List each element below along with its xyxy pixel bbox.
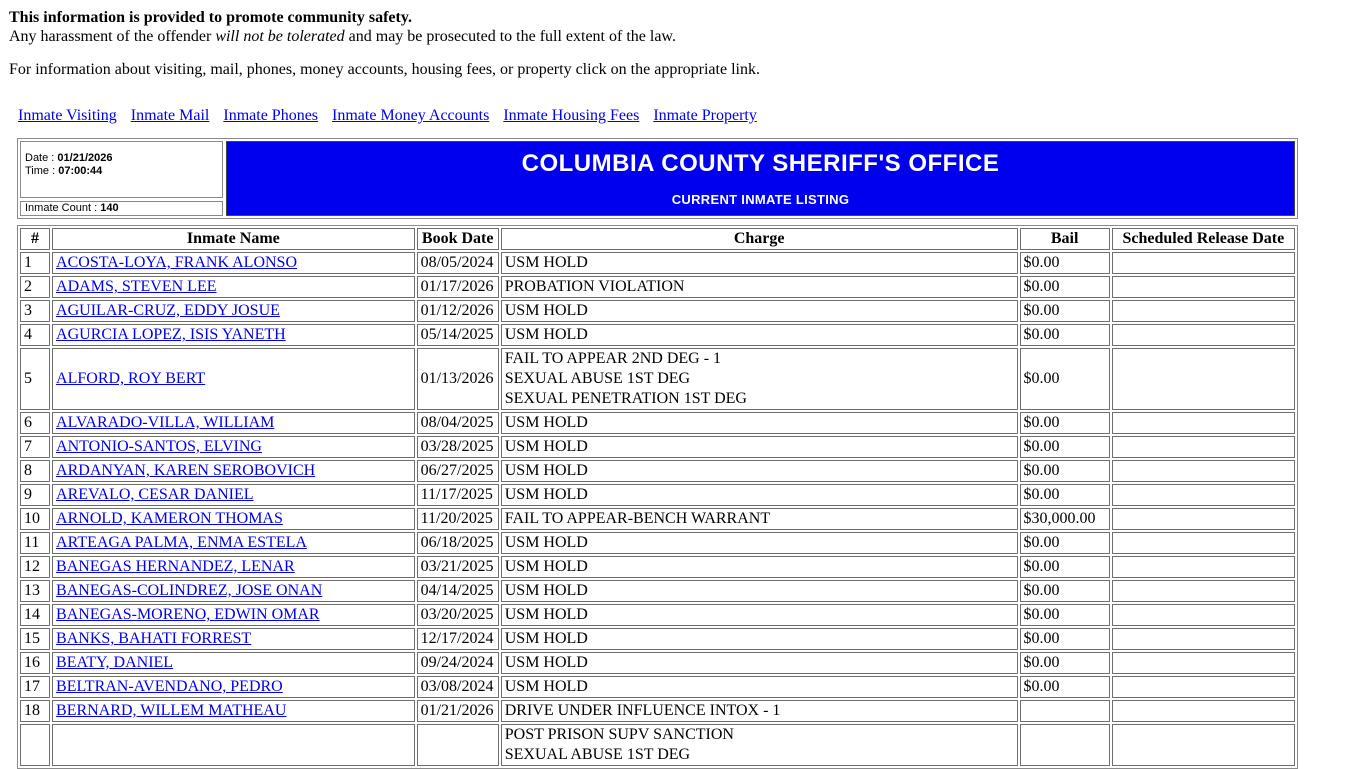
- release-date-cell: [1112, 532, 1295, 554]
- bail-cell: [1020, 724, 1110, 766]
- charge-cell: FAIL TO APPEAR-BENCH WARRANT: [501, 508, 1018, 530]
- inmate-name-link[interactable]: ARTEAGA PALMA, ENMA ESTELA: [56, 534, 307, 551]
- inmate-name-cell: [52, 724, 415, 766]
- book-date-cell: 03/21/2025: [417, 556, 499, 578]
- row-number-cell: 8: [20, 460, 50, 482]
- table-row: [20, 556, 1295, 578]
- inmate-name-cell: [52, 484, 415, 506]
- bail-cell: $0.00: [1020, 276, 1110, 298]
- table-row: [20, 348, 1295, 410]
- charge-cell: USM HOLD: [501, 556, 1018, 578]
- header-left-column: [20, 141, 223, 216]
- row-number-cell: 7: [20, 436, 50, 458]
- row-number-cell: 13: [20, 580, 50, 602]
- table-row: [20, 532, 1295, 554]
- inmate-name-cell: [52, 676, 415, 698]
- link-instructions: For information about visiting, mail, phones, money accounts, housing fees, or property click on the appropriate link.: [9, 61, 760, 78]
- release-date-cell: [1112, 276, 1295, 298]
- charge-cell: USM HOLD: [501, 300, 1018, 322]
- datetime-box: [20, 141, 223, 198]
- row-number-cell: 16: [20, 652, 50, 674]
- inmate-name-link[interactable]: BANEGAS-COLINDREZ, JOSE ONAN: [56, 582, 323, 599]
- release-date-cell: [1112, 324, 1295, 346]
- table-row: [20, 324, 1295, 346]
- book-date-cell: 09/24/2024: [417, 652, 499, 674]
- inmate-name-cell: [52, 436, 415, 458]
- charge-cell: USM HOLD: [501, 324, 1018, 346]
- charge-cell: FAIL TO APPEAR 2ND DEG - 1 SEXUAL ABUSE 1ST DEG SEXUAL PENETRATION 1ST DEG: [501, 348, 1018, 410]
- table-row: [20, 580, 1295, 602]
- release-date-cell: [1112, 348, 1295, 410]
- book-date-cell: 01/17/2026: [417, 276, 499, 298]
- nav-link-inmate-property[interactable]: Inmate Property: [653, 107, 757, 124]
- bail-cell: $0.00: [1020, 252, 1110, 274]
- charge-cell: USM HOLD: [501, 628, 1018, 650]
- row-number-cell: 14: [20, 604, 50, 626]
- page-subtitle: CURRENT INMATE LISTING: [671, 192, 850, 207]
- charge-cell: DRIVE UNDER INFLUENCE INTOX - 1: [501, 700, 1018, 722]
- col-header-number: #: [20, 228, 50, 250]
- book-date-cell: 01/21/2026: [417, 700, 499, 722]
- release-date-cell: [1112, 412, 1295, 434]
- inmate-name-link[interactable]: ADAMS, STEVEN LEE: [56, 278, 217, 295]
- bail-cell: $0.00: [1020, 484, 1110, 506]
- row-number-cell: 3: [20, 300, 50, 322]
- charge-cell: USM HOLD: [501, 532, 1018, 554]
- charge-cell: USM HOLD: [501, 436, 1018, 458]
- release-date-cell: [1112, 300, 1295, 322]
- book-date-cell: 06/27/2025: [417, 460, 499, 482]
- charge-cell: USM HOLD: [501, 252, 1018, 274]
- time-line: Time : 07:00:44: [25, 165, 103, 177]
- table-row: [20, 700, 1295, 722]
- inmate-name-link[interactable]: BELTRAN-AVENDANO, PEDRO: [56, 678, 283, 695]
- row-number-cell: 18: [20, 700, 50, 722]
- inmate-table: [17, 225, 1298, 769]
- notice-line1: This information is provided to promote community safety.: [9, 9, 412, 26]
- row-number-cell: 4: [20, 324, 50, 346]
- inmate-name-cell: [52, 604, 415, 626]
- table-row: [20, 460, 1295, 482]
- inmate-name-cell: [52, 508, 415, 530]
- table-row: [20, 436, 1295, 458]
- book-date-cell: 03/08/2024: [417, 676, 499, 698]
- bail-cell: $0.00: [1020, 532, 1110, 554]
- charge-cell: USM HOLD: [501, 580, 1018, 602]
- charge-cell: POST PRISON SUPV SANCTION SEXUAL ABUSE 1ST DEG: [501, 724, 1018, 766]
- table-row: [20, 300, 1295, 322]
- table-row: [20, 252, 1295, 274]
- book-date-cell: 04/14/2025: [417, 580, 499, 602]
- row-number-cell: 2: [20, 276, 50, 298]
- release-date-cell: [1112, 252, 1295, 274]
- release-date-cell: [1112, 580, 1295, 602]
- inmate-name-link[interactable]: AGUILAR-CRUZ, EDDY JOSUE: [56, 302, 280, 319]
- release-date-cell: [1112, 724, 1295, 766]
- bail-cell: $0.00: [1020, 676, 1110, 698]
- nav-link-inmate-housing-fees[interactable]: Inmate Housing Fees: [503, 107, 640, 124]
- inmate-name-link[interactable]: BANKS, BAHATI FORREST: [56, 630, 252, 647]
- time-value: 07:00:44: [58, 165, 103, 177]
- book-date-cell: 11/17/2025: [417, 484, 499, 506]
- inmate-name-link[interactable]: ARNOLD, KAMERON THOMAS: [56, 510, 283, 527]
- book-date-cell: 08/04/2025: [417, 412, 499, 434]
- inmate-name-link[interactable]: BANEGAS-MORENO, EDWIN OMAR: [56, 606, 320, 623]
- date-line: Date : 01/21/2026: [25, 152, 113, 164]
- bail-cell: $0.00: [1020, 556, 1110, 578]
- charge-cell: USM HOLD: [501, 484, 1018, 506]
- notice-line2-italic: will not be tolerated: [215, 28, 345, 45]
- inmate-name-link[interactable]: ALVARADO-VILLA, WILLIAM: [56, 414, 275, 431]
- nav-link-inmate-mail[interactable]: Inmate Mail: [130, 107, 210, 124]
- charge-cell: USM HOLD: [501, 460, 1018, 482]
- row-number-cell: 10: [20, 508, 50, 530]
- row-number-cell: 9: [20, 484, 50, 506]
- bail-cell: $0.00: [1020, 300, 1110, 322]
- bail-cell: $0.00: [1020, 604, 1110, 626]
- bail-cell: $0.00: [1020, 412, 1110, 434]
- row-number-cell: 1: [20, 252, 50, 274]
- inmate-name-cell: [52, 412, 415, 434]
- inmate-name-cell: [52, 700, 415, 722]
- notice-line2: Any harassment of the offender will not be tolerated and may be prosecuted to the full extent of the law.: [9, 28, 676, 45]
- nav-links: [18, 106, 1366, 125]
- table-header-row: [20, 228, 1295, 250]
- col-header-scheduled-release-date: Scheduled Release Date: [1112, 228, 1295, 250]
- table-row: [20, 412, 1295, 434]
- inmate-name-cell: [52, 532, 415, 554]
- bail-cell: [1020, 700, 1110, 722]
- release-date-cell: [1112, 676, 1295, 698]
- header-section: [17, 138, 1298, 219]
- book-date-cell: 05/14/2025: [417, 324, 499, 346]
- table-row: [20, 508, 1295, 530]
- inmate-name-cell: [52, 300, 415, 322]
- row-number-cell: 6: [20, 412, 50, 434]
- row-number-cell: 17: [20, 676, 50, 698]
- nav-link-inmate-money-accounts[interactable]: Inmate Money Accounts: [332, 107, 490, 124]
- release-date-cell: [1112, 436, 1295, 458]
- page-title: COLUMBIA COUNTY SHERIFF'S OFFICE: [521, 150, 1000, 177]
- table-row: [20, 724, 1295, 766]
- col-header-bail: Bail: [1020, 228, 1110, 250]
- book-date-cell: 12/17/2024: [417, 628, 499, 650]
- release-date-cell: [1112, 508, 1295, 530]
- release-date-cell: [1112, 460, 1295, 482]
- inmate-name-link[interactable]: BEATY, DANIEL: [56, 654, 174, 671]
- date-value: 01/21/2026: [57, 152, 113, 164]
- inmate-name-cell: [52, 348, 415, 410]
- inmate-count-value: 140: [100, 202, 119, 214]
- row-number-cell: 12: [20, 556, 50, 578]
- table-row: [20, 676, 1295, 698]
- row-number-cell: 11: [20, 532, 50, 554]
- book-date-cell: 08/05/2024: [417, 252, 499, 274]
- nav-link-inmate-phones[interactable]: Inmate Phones: [223, 107, 319, 124]
- inmate-name-link[interactable]: BANEGAS HERNANDEZ, LENAR: [56, 558, 295, 575]
- book-date-cell: [417, 724, 499, 766]
- release-date-cell: [1112, 652, 1295, 674]
- bail-cell: $0.00: [1020, 436, 1110, 458]
- book-date-cell: 06/18/2025: [417, 532, 499, 554]
- inmate-name-link[interactable]: ALFORD, ROY BERT: [56, 370, 206, 387]
- inmate-name-cell: [52, 460, 415, 482]
- charge-cell: PROBATION VIOLATION: [501, 276, 1018, 298]
- charge-cell: USM HOLD: [501, 412, 1018, 434]
- inmate-name-link[interactable]: BERNARD, WILLEM MATHEAU: [56, 702, 287, 719]
- release-date-cell: [1112, 556, 1295, 578]
- release-date-cell: [1112, 628, 1295, 650]
- bail-cell: $0.00: [1020, 460, 1110, 482]
- charge-cell: USM HOLD: [501, 604, 1018, 626]
- row-number-cell: 15: [20, 628, 50, 650]
- book-date-cell: 01/12/2026: [417, 300, 499, 322]
- inmate-name-cell: [52, 580, 415, 602]
- table-row: [20, 604, 1295, 626]
- col-header-charge: Charge: [501, 228, 1018, 250]
- table-row: [20, 628, 1295, 650]
- bail-cell: $0.00: [1020, 348, 1110, 410]
- inmate-name-link[interactable]: ARDANYAN, KAREN SEROBOVICH: [56, 462, 316, 479]
- bail-cell: $0.00: [1020, 580, 1110, 602]
- bail-cell: $30,000.00: [1020, 508, 1110, 530]
- book-date-cell: 03/20/2025: [417, 604, 499, 626]
- book-date-cell: 11/20/2025: [417, 508, 499, 530]
- book-date-cell: 01/13/2026: [417, 348, 499, 410]
- table-row: [20, 484, 1295, 506]
- book-date-cell: 03/28/2025: [417, 436, 499, 458]
- charge-cell: USM HOLD: [501, 652, 1018, 674]
- inmate-name-link[interactable]: AGURCIA LOPEZ, ISIS YANETH: [56, 326, 286, 343]
- nav-link-inmate-visiting[interactable]: Inmate Visiting: [18, 107, 117, 124]
- release-date-cell: [1112, 700, 1295, 722]
- col-header-book-date: Book Date: [417, 228, 499, 250]
- release-date-cell: [1112, 484, 1295, 506]
- inmate-name-cell: [52, 652, 415, 674]
- inmate-name-cell: [52, 276, 415, 298]
- inmate-name-link[interactable]: ANTONIO-SANTOS, ELVING: [56, 438, 262, 455]
- inmate-table-body: [20, 252, 1295, 766]
- row-number-cell: [20, 724, 50, 766]
- inmate-name-link[interactable]: ACOSTA-LOYA, FRANK ALONSO: [56, 254, 298, 271]
- table-row: [20, 276, 1295, 298]
- inmate-name-cell: [52, 628, 415, 650]
- release-date-cell: [1112, 604, 1295, 626]
- inmate-name-cell: [52, 324, 415, 346]
- inmate-name-link[interactable]: AREVALO, CESAR DANIEL: [56, 486, 254, 503]
- bail-cell: $0.00: [1020, 652, 1110, 674]
- inmate-name-cell: [52, 556, 415, 578]
- community-safety-notice: [9, 8, 1366, 46]
- banner: [226, 141, 1295, 216]
- bail-cell: $0.00: [1020, 628, 1110, 650]
- charge-cell: USM HOLD: [501, 676, 1018, 698]
- table-row: [20, 652, 1295, 674]
- inmate-count-box: Inmate Count : 140: [20, 201, 223, 216]
- col-header-inmate-name: Inmate Name: [52, 228, 415, 250]
- row-number-cell: 5: [20, 348, 50, 410]
- bail-cell: $0.00: [1020, 324, 1110, 346]
- inmate-name-cell: [52, 252, 415, 274]
